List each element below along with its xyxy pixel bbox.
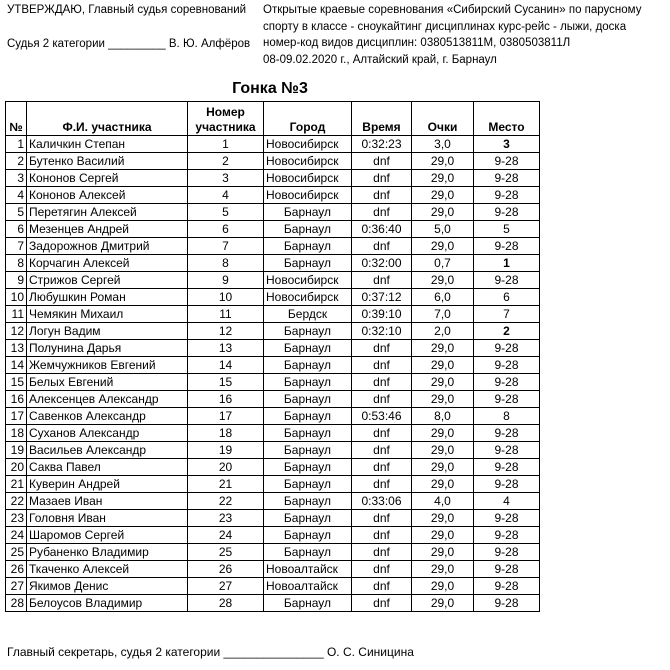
cell-participant-number: 27 (188, 578, 264, 595)
cell-time: 0:32:00 (352, 255, 412, 272)
cell-participant-name: Корчагин Алексей (27, 255, 188, 272)
table-row (6, 561, 540, 578)
cell-participant-name: Кононов Алексей (27, 187, 188, 204)
cell-participant-name: Головня Иван (27, 510, 188, 527)
cell-time: 0:39:10 (352, 306, 412, 323)
cell-city: Новосибирск (264, 272, 352, 289)
cell-participant-number: 23 (188, 510, 264, 527)
cell-participant-name: Савенков Александр (27, 408, 188, 425)
cell-city: Барнаул (264, 238, 352, 255)
cell-city: Новосибирск (264, 170, 352, 187)
cell-points: 29,0 (412, 238, 474, 255)
table-row (6, 136, 540, 153)
cell-participant-name: Саква Павел (27, 459, 188, 476)
table-row (6, 442, 540, 459)
cell-place: 9-28 (474, 595, 540, 612)
cell-city: Барнаул (264, 340, 352, 357)
cell-time: dnf (352, 153, 412, 170)
cell-index: 17 (6, 408, 27, 425)
cell-index: 9 (6, 272, 27, 289)
cell-points: 29,0 (412, 578, 474, 595)
cell-points: 29,0 (412, 527, 474, 544)
cell-index: 14 (6, 357, 27, 374)
cell-index: 13 (6, 340, 27, 357)
table-row (6, 459, 540, 476)
cell-points: 29,0 (412, 204, 474, 221)
cell-place: 9-28 (474, 476, 540, 493)
cell-place: 8 (474, 408, 540, 425)
cell-participant-name: Чемякин Михаил (27, 306, 188, 323)
event-line: 08-09.02.2020 г., Алтайский край, г. Барнаул (263, 53, 497, 66)
cell-place: 4 (474, 493, 540, 510)
cell-participant-number: 4 (188, 187, 264, 204)
column-header-city: Город (264, 102, 352, 136)
cell-city: Барнаул (264, 204, 352, 221)
table-row (6, 408, 540, 425)
cell-points: 29,0 (412, 374, 474, 391)
cell-points: 29,0 (412, 510, 474, 527)
cell-participant-name: Суханов Александр (27, 425, 188, 442)
cell-city: Барнаул (264, 374, 352, 391)
cell-participant-number: 24 (188, 527, 264, 544)
table-row (6, 493, 540, 510)
cell-participant-name: Шаромов Сергей (27, 527, 188, 544)
cell-participant-name: Задорожнов Дмитрий (27, 238, 188, 255)
cell-place: 9-28 (474, 357, 540, 374)
cell-points: 29,0 (412, 170, 474, 187)
cell-participant-number: 21 (188, 476, 264, 493)
cell-place: 9-28 (474, 272, 540, 289)
table-row (6, 153, 540, 170)
cell-place: 9-28 (474, 578, 540, 595)
cell-index: 3 (6, 170, 27, 187)
cell-points: 29,0 (412, 476, 474, 493)
cell-index: 21 (6, 476, 27, 493)
cell-participant-name: Каличкин Степан (27, 136, 188, 153)
column-header-points: Очки (412, 102, 474, 136)
table-row (6, 425, 540, 442)
cell-place: 9-28 (474, 527, 540, 544)
cell-index: 2 (6, 153, 27, 170)
cell-index: 5 (6, 204, 27, 221)
cell-place: 9-28 (474, 561, 540, 578)
column-header-number (188, 102, 264, 136)
column-header-time: Время (352, 102, 412, 136)
cell-index: 23 (6, 510, 27, 527)
cell-index: 8 (6, 255, 27, 272)
cell-time: dnf (352, 561, 412, 578)
cell-index: 22 (6, 493, 27, 510)
cell-index: 20 (6, 459, 27, 476)
cell-time: dnf (352, 238, 412, 255)
results-table (5, 101, 540, 612)
cell-points: 8,0 (412, 408, 474, 425)
cell-city: Барнаул (264, 510, 352, 527)
cell-city: Барнаул (264, 442, 352, 459)
cell-city: Барнаул (264, 493, 352, 510)
cell-place: 7 (474, 306, 540, 323)
cell-time: 0:36:40 (352, 221, 412, 238)
cell-participant-name: Кононов Сергей (27, 170, 188, 187)
cell-participant-number: 9 (188, 272, 264, 289)
cell-city: Барнаул (264, 221, 352, 238)
cell-participant-number: 15 (188, 374, 264, 391)
cell-participant-number: 16 (188, 391, 264, 408)
cell-participant-number: 7 (188, 238, 264, 255)
cell-time: dnf (352, 527, 412, 544)
cell-participant-number: 12 (188, 323, 264, 340)
cell-index: 11 (6, 306, 27, 323)
table-row (6, 306, 540, 323)
cell-points: 29,0 (412, 595, 474, 612)
column-header-place: Место (474, 102, 540, 136)
cell-time: dnf (352, 204, 412, 221)
cell-points: 29,0 (412, 442, 474, 459)
cell-participant-number: 3 (188, 170, 264, 187)
table-row (6, 527, 540, 544)
cell-place: 9-28 (474, 442, 540, 459)
race-title: Гонка №3 (232, 80, 308, 97)
cell-points: 7,0 (412, 306, 474, 323)
cell-participant-name: Полунина Дарья (27, 340, 188, 357)
table-row (6, 357, 540, 374)
cell-participant-name: Рубаненко Владимир (27, 544, 188, 561)
cell-points: 29,0 (412, 187, 474, 204)
cell-index: 10 (6, 289, 27, 306)
cell-time: dnf (352, 442, 412, 459)
cell-participant-name: Стрижов Сергей (27, 272, 188, 289)
cell-city: Барнаул (264, 527, 352, 544)
results-body (6, 136, 540, 612)
cell-participant-name: Белоусов Владимир (27, 595, 188, 612)
cell-participant-number: 20 (188, 459, 264, 476)
cell-city: Новосибирск (264, 136, 352, 153)
table-row (6, 272, 540, 289)
table-row (6, 476, 540, 493)
cell-index: 26 (6, 561, 27, 578)
cell-time: dnf (352, 374, 412, 391)
cell-points: 29,0 (412, 272, 474, 289)
cell-city: Барнаул (264, 544, 352, 561)
table-row (6, 544, 540, 561)
cell-participant-name: Васильев Александр (27, 442, 188, 459)
cell-place: 6 (474, 289, 540, 306)
cell-time: dnf (352, 476, 412, 493)
event-line: номер-код видов дисциплин: 0380513811М, 0380503811Л (263, 37, 571, 49)
cell-index: 4 (6, 187, 27, 204)
cell-index: 6 (6, 221, 27, 238)
cell-place: 9-28 (474, 187, 540, 204)
cell-index: 28 (6, 595, 27, 612)
table-header-row (6, 102, 540, 136)
table-row (6, 391, 540, 408)
cell-participant-name: Бутенко Василий (27, 153, 188, 170)
cell-participant-number: 25 (188, 544, 264, 561)
cell-time: dnf (352, 425, 412, 442)
cell-points: 29,0 (412, 459, 474, 476)
cell-participant-name: Ткаченко Алексей (27, 561, 188, 578)
cell-participant-number: 18 (188, 425, 264, 442)
cell-city: Барнаул (264, 357, 352, 374)
cell-index: 18 (6, 425, 27, 442)
cell-place: 3 (474, 136, 540, 153)
cell-participant-number: 14 (188, 357, 264, 374)
cell-city: Барнаул (264, 595, 352, 612)
cell-time: dnf (352, 391, 412, 408)
cell-city: Барнаул (264, 255, 352, 272)
cell-participant-name: Любушкин Роман (27, 289, 188, 306)
cell-place: 9-28 (474, 204, 540, 221)
cell-participant-name: Жемчужников Евгений (27, 357, 188, 374)
table-row (6, 510, 540, 527)
event-line: Открытые краевые соревнования «Сибирский Сусанин» по парусному (263, 4, 642, 16)
cell-participant-name: Мезенцев Андрей (27, 221, 188, 238)
cell-points: 2,0 (412, 323, 474, 340)
cell-city: Барнаул (264, 391, 352, 408)
cell-time: dnf (352, 459, 412, 476)
cell-place: 9-28 (474, 340, 540, 357)
cell-city: Бердск (264, 306, 352, 323)
cell-participant-number: 13 (188, 340, 264, 357)
cell-index: 16 (6, 391, 27, 408)
cell-points: 29,0 (412, 425, 474, 442)
cell-city: Новоалтайск (264, 578, 352, 595)
table-row (6, 323, 540, 340)
cell-time: dnf (352, 595, 412, 612)
cell-points: 29,0 (412, 153, 474, 170)
cell-city: Новосибирск (264, 187, 352, 204)
cell-city: Барнаул (264, 323, 352, 340)
cell-points: 0,7 (412, 255, 474, 272)
cell-place: 5 (474, 221, 540, 238)
table-row (6, 170, 540, 187)
cell-place: 9-28 (474, 374, 540, 391)
table-row (6, 289, 540, 306)
cell-index: 7 (6, 238, 27, 255)
cell-city: Барнаул (264, 459, 352, 476)
cell-index: 1 (6, 136, 27, 153)
table-row (6, 595, 540, 612)
cell-participant-number: 26 (188, 561, 264, 578)
cell-city: Барнаул (264, 476, 352, 493)
cell-city: Барнаул (264, 408, 352, 425)
cell-time: dnf (352, 340, 412, 357)
cell-participant-name: Алексенцев Александр (27, 391, 188, 408)
column-header-name: Ф.И. участника (27, 102, 188, 136)
cell-participant-number: 5 (188, 204, 264, 221)
table-row (6, 578, 540, 595)
cell-index: 24 (6, 527, 27, 544)
column-header-number-text: Номер участника (195, 105, 256, 134)
cell-index: 27 (6, 578, 27, 595)
cell-time: 0:53:46 (352, 408, 412, 425)
event-line: спорту в классе - сноукайтинг дисциплинах курс-рейс - лыжи, доска (263, 20, 627, 33)
cell-time: 0:37:12 (352, 289, 412, 306)
cell-participant-number: 11 (188, 306, 264, 323)
cell-place: 9-28 (474, 391, 540, 408)
cell-points: 5,0 (412, 221, 474, 238)
cell-participant-name: Белых Евгений (27, 374, 188, 391)
cell-participant-number: 8 (188, 255, 264, 272)
cell-place: 9-28 (474, 544, 540, 561)
cell-time: dnf (352, 187, 412, 204)
cell-points: 29,0 (412, 340, 474, 357)
cell-points: 6,0 (412, 289, 474, 306)
cell-time: 0:32:23 (352, 136, 412, 153)
approval-line: УТВЕРЖДАЮ, Главный судья соревнований (7, 4, 247, 16)
cell-participant-number: 28 (188, 595, 264, 612)
cell-participant-number: 6 (188, 221, 264, 238)
cell-place: 9-28 (474, 238, 540, 255)
cell-place: 9-28 (474, 170, 540, 187)
cell-participant-number: 22 (188, 493, 264, 510)
cell-participant-number: 10 (188, 289, 264, 306)
cell-time: dnf (352, 272, 412, 289)
cell-place: 9-28 (474, 425, 540, 442)
cell-points: 3,0 (412, 136, 474, 153)
cell-points: 29,0 (412, 561, 474, 578)
cell-participant-number: 17 (188, 408, 264, 425)
cell-points: 29,0 (412, 391, 474, 408)
cell-time: dnf (352, 544, 412, 561)
cell-place: 1 (474, 255, 540, 272)
cell-place: 9-28 (474, 153, 540, 170)
table-row (6, 340, 540, 357)
cell-points: 29,0 (412, 544, 474, 561)
cell-participant-number: 1 (188, 136, 264, 153)
judge-line: Судья 2 категории _________ В. Ю. Алфёров (7, 38, 251, 50)
cell-points: 4,0 (412, 493, 474, 510)
table-row (6, 238, 540, 255)
cell-city: Новоалтайск (264, 561, 352, 578)
cell-participant-name: Якимов Денис (27, 578, 188, 595)
cell-index: 25 (6, 544, 27, 561)
cell-time: dnf (352, 170, 412, 187)
cell-city: Барнаул (264, 425, 352, 442)
cell-index: 12 (6, 323, 27, 340)
cell-city: Новосибирск (264, 153, 352, 170)
cell-time: dnf (352, 510, 412, 527)
table-row (6, 255, 540, 272)
table-row (6, 374, 540, 391)
cell-participant-name: Мазаев Иван (27, 493, 188, 510)
table-row (6, 204, 540, 221)
footer-signature: Главный секретарь, судья 2 категории _______________ О. С. Синицина (7, 645, 414, 659)
cell-city: Новосибирск (264, 289, 352, 306)
cell-participant-name: Перетягин Алексей (27, 204, 188, 221)
cell-place: 9-28 (474, 459, 540, 476)
cell-index: 15 (6, 374, 27, 391)
table-row (6, 221, 540, 238)
column-header-index: № (6, 102, 27, 136)
cell-time: dnf (352, 357, 412, 374)
cell-place: 2 (474, 323, 540, 340)
cell-time: 0:33:06 (352, 493, 412, 510)
cell-place: 9-28 (474, 510, 540, 527)
cell-participant-number: 19 (188, 442, 264, 459)
cell-points: 29,0 (412, 357, 474, 374)
cell-time: 0:32:10 (352, 323, 412, 340)
table-row (6, 187, 540, 204)
cell-participant-name: Логун Вадим (27, 323, 188, 340)
cell-index: 19 (6, 442, 27, 459)
cell-participant-name: Куверин Андрей (27, 476, 188, 493)
event-description (263, 2, 641, 68)
cell-time: dnf (352, 578, 412, 595)
cell-participant-number: 2 (188, 153, 264, 170)
